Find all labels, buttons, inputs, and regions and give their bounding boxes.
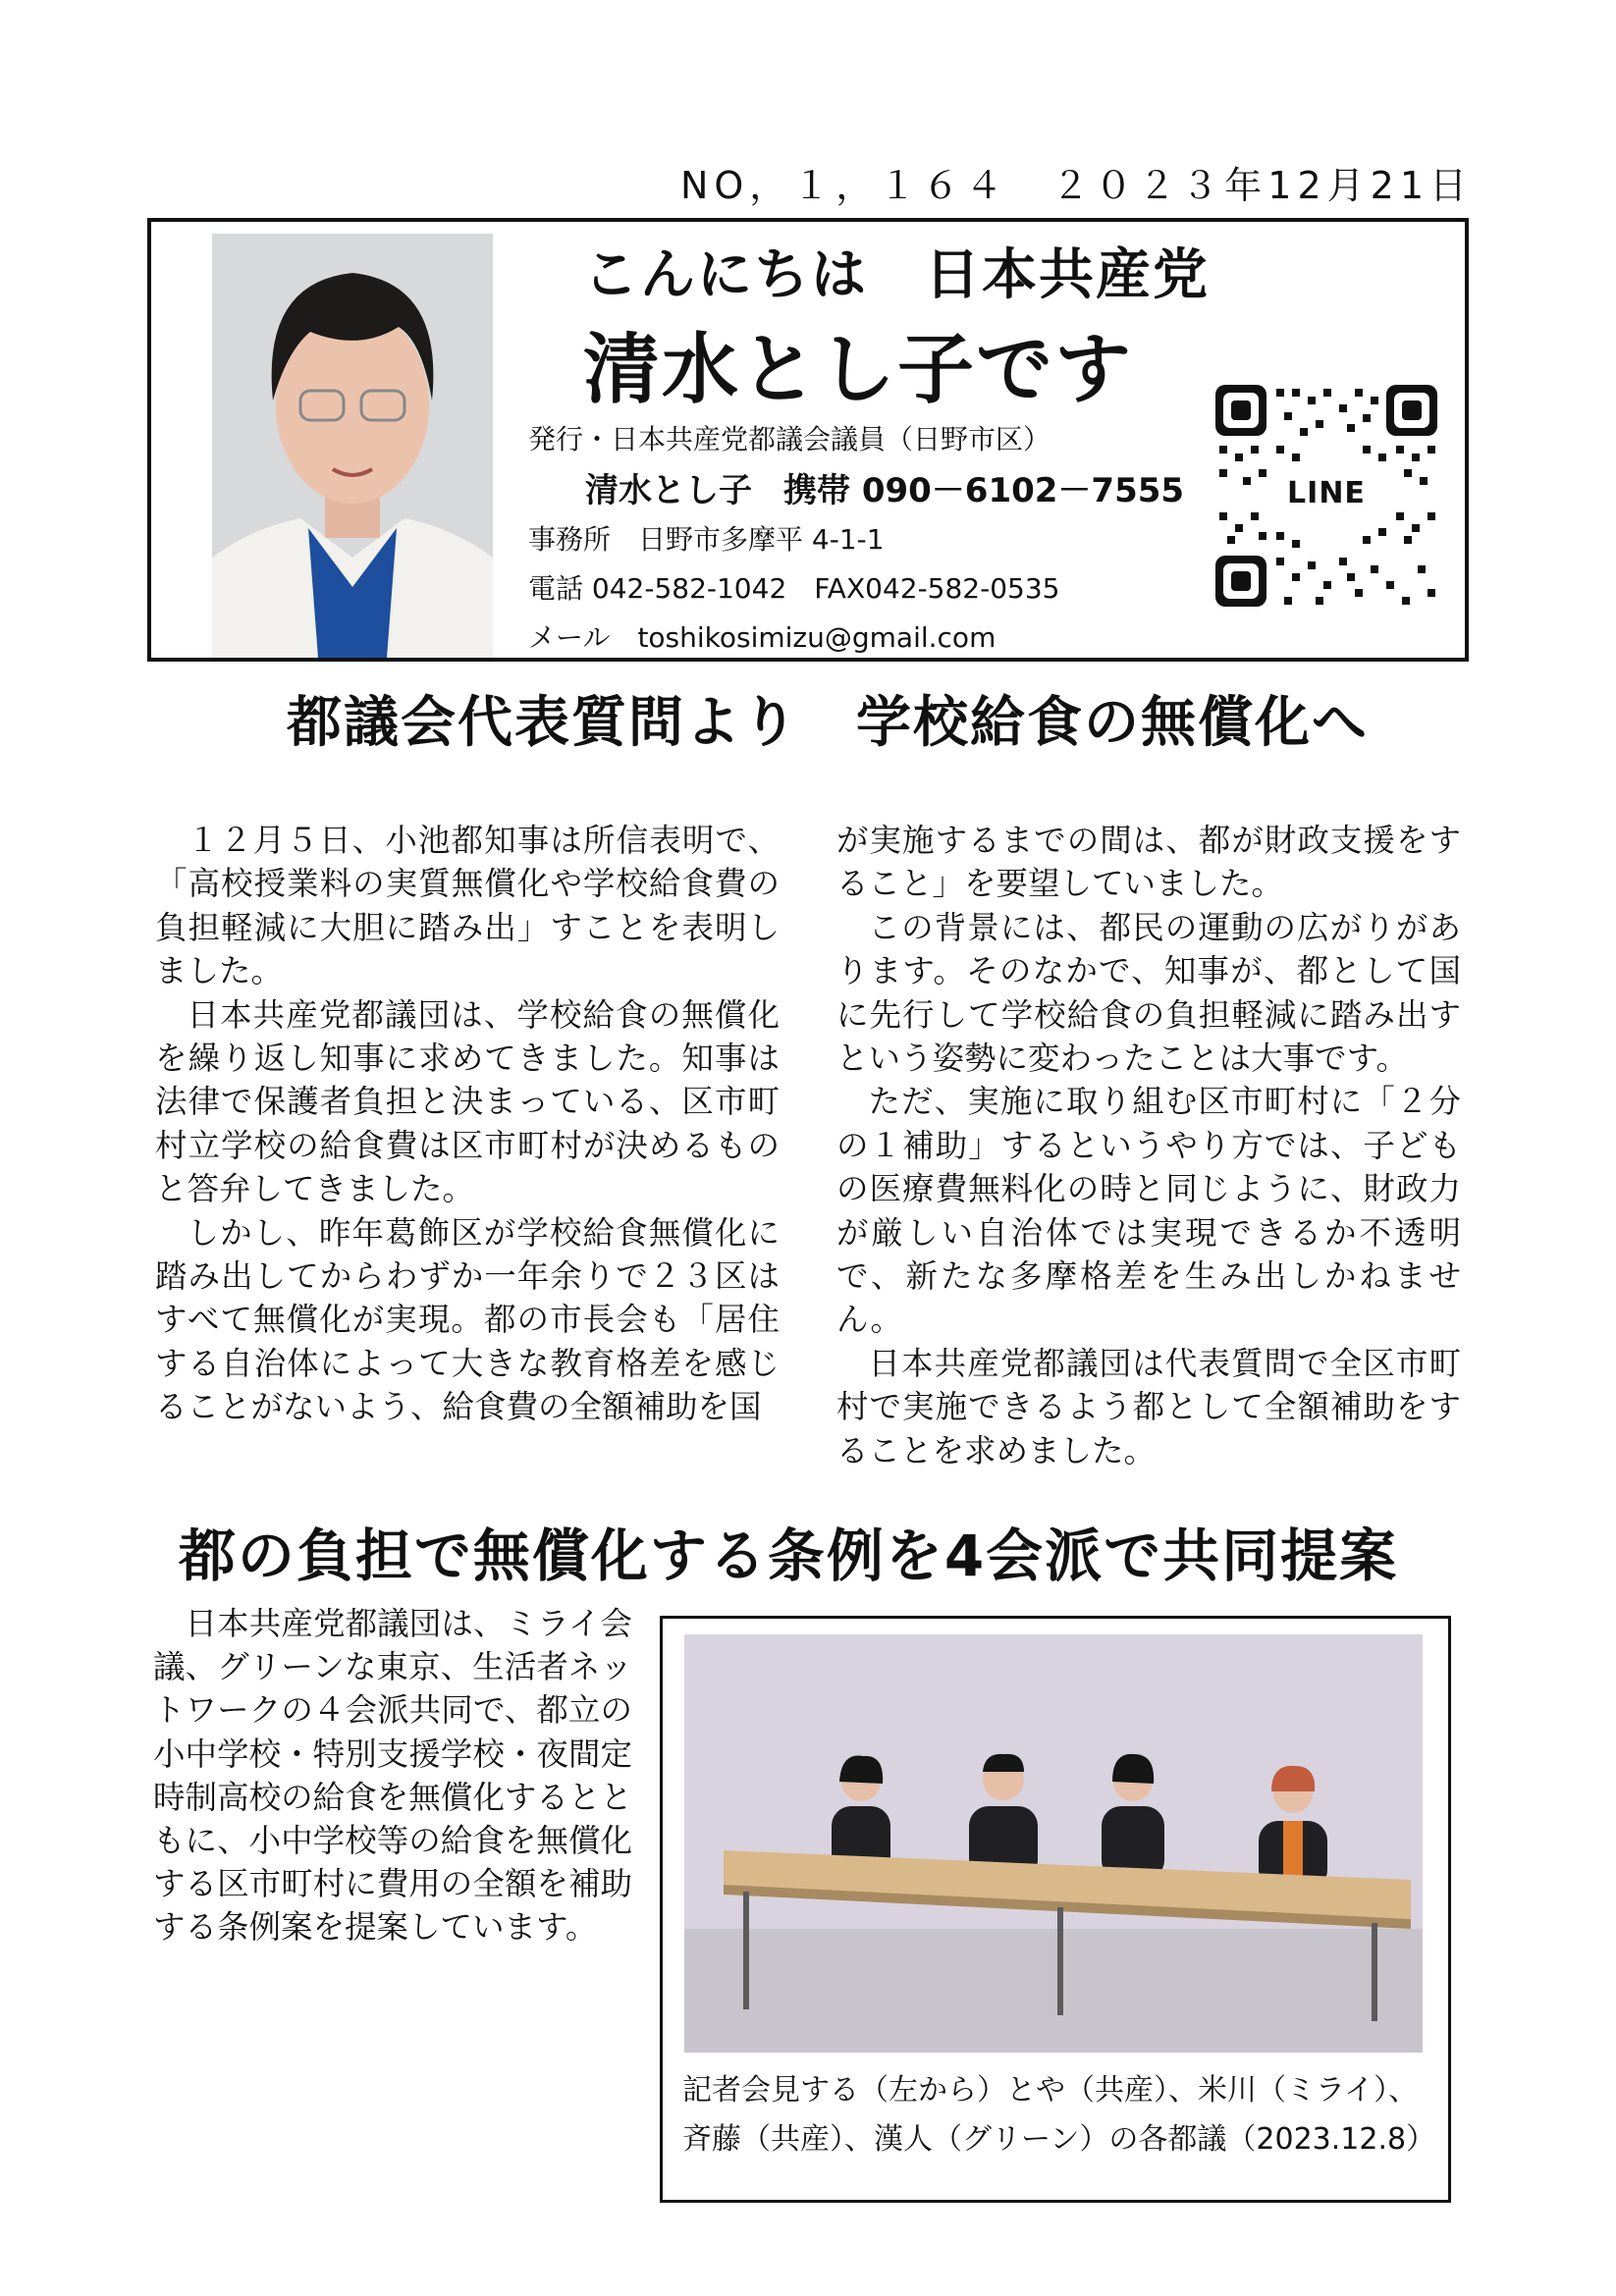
greeting: こんにちは 日本共産党 <box>583 243 1210 307</box>
line-qr-code[interactable] <box>1215 385 1437 607</box>
press-photo-frame <box>660 1616 1451 2203</box>
masthead <box>147 218 1469 662</box>
photo-caption: 記者会見する（左から）とや（共産）、米川（ミライ）、斉藤（共産）、漢人（グリーン）の各都議（2023.12.8） <box>682 2073 1436 2157</box>
press-conference-photo <box>684 1634 1423 2053</box>
article1-right-column <box>836 819 1461 1472</box>
article1-paragraph: 日本共産党都議団は、学校給食の無償化を繰り返し知事に求めてきました。知事は法律で保護者負担と決まっている、区市町村立学校の給食費は区市町村が決めるものと答弁してきました。 <box>155 995 780 1208</box>
article1-paragraph: １２月５日、小池都知事は所信表明で、「高校授業料の実質無償化や学校給食費の負担軽減に大胆に踏み出」すことを表明しました。 <box>155 822 780 990</box>
article1-left-column <box>155 819 780 1429</box>
article1-paragraph: この背景には、都民の運動の広がりがあります。そのなかで、知事が、都として国に先行して学校給食の負担軽減に踏み出すという姿勢に変わったことは大事です。 <box>836 908 1461 1078</box>
article1-headline: 都議会代表質問より 学校給食の無償化へ <box>287 691 1369 755</box>
article2-paragraph: 日本共産党都議団は、ミライ会議、グリーンな東京、生活者ネットワークの４会派共同で、都立の小中学校・特別支援学校・夜間定時制高校の給食を無償化するとともに、小中学校等の給食を無償化する区市町村に費用の全額を補助する条例案を提案しています。 <box>153 1605 632 1947</box>
mobile-number: 携帯 090－6102－7555 <box>783 471 1185 510</box>
name-title: 清水とし子です <box>583 326 1134 414</box>
contact-name: 清水とし子 <box>585 471 752 510</box>
article1-paragraph: しかし、昨年葛飾区が学校給食無償化に踏み出してからわずか一年余りで２３区はすべて無償化が実現。都の市長会も「居住する自治体によって大きな教育格差を感じることがないよう、給食費の全額補助を国 <box>155 1213 780 1426</box>
contact-line <box>585 463 1184 511</box>
portrait-photo <box>212 234 493 658</box>
office-address: 事務所 日野市多摩平 4-1-1 <box>528 523 885 556</box>
article1-continuation: が実施するまでの間は、都が財政支援をすること」を要望していました。 <box>836 822 1461 903</box>
tel-fax: 電話 042-582-1042 FAX042-582-0535 <box>528 572 1060 605</box>
email-line: メール toshikosimizu@gmail.com <box>528 621 997 654</box>
article2-headline: 都の負担で無償化する条例を4会派で共同提案 <box>178 1522 1399 1589</box>
article1-paragraph: ただ、実施に取り組む区市町村に「２分の１補助」するというやり方では、子どもの医療費無料化の時と同じように、財政力が厳しい自治体では実現できるか不透明で、新たな多摩格差を生み出しかねません。 <box>836 1083 1461 1339</box>
issue-number-date: NO，１，１６４ ２０２３年12月21日 <box>679 164 1473 207</box>
publisher-line: 発行・日本共産党都議会議員（日野市区） <box>528 423 1051 455</box>
article1-paragraph: 日本共産党都議団は代表質問で全区市町村で実施できるよう都として全額補助をすることを求めました。 <box>836 1344 1461 1469</box>
qr-line-label: LINE <box>1287 476 1366 510</box>
article2-text <box>153 1602 632 1949</box>
